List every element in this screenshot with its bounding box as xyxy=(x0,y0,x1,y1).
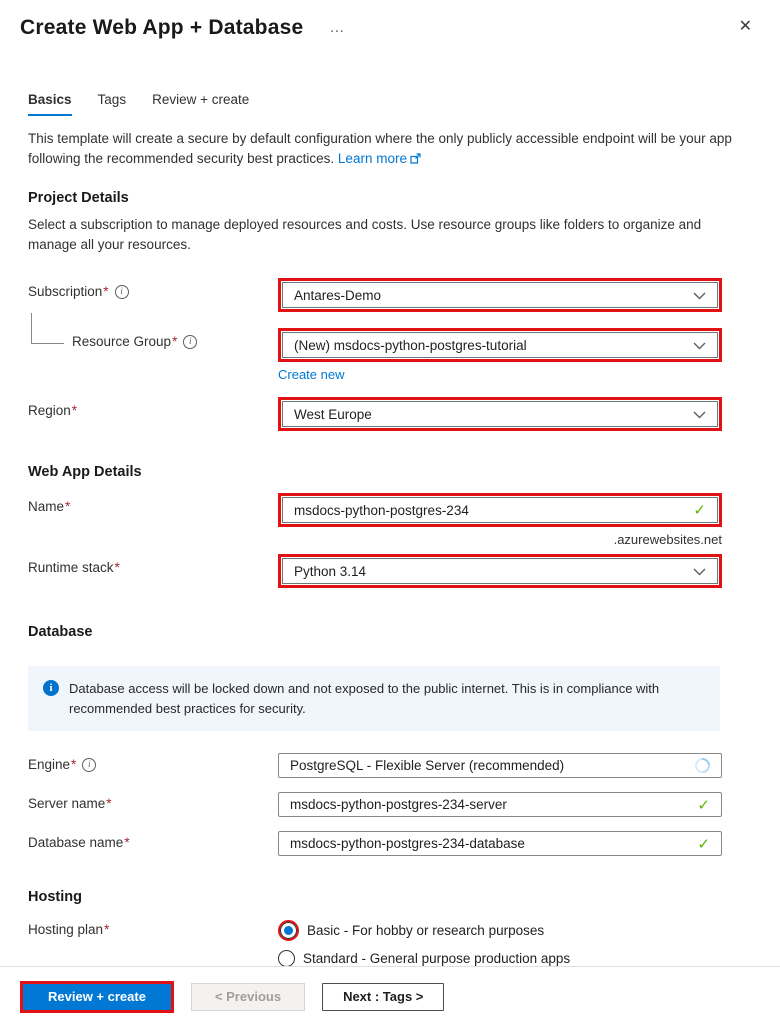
section-heading-hosting: Hosting xyxy=(28,889,82,906)
info-icon[interactable]: i xyxy=(115,285,129,299)
hosting-plan-basic-label: Basic - For hobby or research purposes xyxy=(307,923,545,939)
hosting-plan-row xyxy=(28,916,752,967)
tab-review-create[interactable]: Review + create xyxy=(152,92,250,107)
chevron-down-icon xyxy=(693,407,706,422)
runtime-stack-dropdown[interactable] xyxy=(282,558,718,584)
intro-text-block xyxy=(28,129,750,169)
info-icon[interactable]: i xyxy=(183,335,197,349)
more-options-icon[interactable]: … xyxy=(329,19,346,36)
required-marker: * xyxy=(106,796,112,812)
required-marker: * xyxy=(104,922,110,938)
region-label: Region* xyxy=(28,403,78,419)
subscription-value: Antares-Demo xyxy=(294,287,382,303)
tab-bar xyxy=(28,92,780,116)
info-icon[interactable]: i xyxy=(82,758,96,772)
subscription-row xyxy=(28,278,752,312)
valid-check-icon: ✓ xyxy=(697,796,710,814)
server-name-input[interactable] xyxy=(278,792,722,817)
loading-spinner-icon xyxy=(692,755,713,776)
runtime-stack-value: Python 3.14 xyxy=(294,563,367,579)
previous-button[interactable]: < Previous xyxy=(191,983,305,1011)
info-banner xyxy=(28,666,720,731)
tab-basics[interactable]: Basics xyxy=(28,92,72,116)
page-title: Create Web App + Database xyxy=(20,16,304,39)
close-icon[interactable]: ✕ xyxy=(738,18,752,35)
resource-group-label: Resource Group* i xyxy=(28,328,278,349)
database-name-value: msdocs-python-postgres-234-database xyxy=(290,836,525,852)
subscription-dropdown[interactable] xyxy=(282,282,718,308)
annotation-box xyxy=(278,554,722,588)
region-value: West Europe xyxy=(294,406,372,422)
resource-group-row xyxy=(28,328,752,382)
domain-suffix: .azurewebsites.net xyxy=(613,532,722,548)
resource-group-value: (New) msdocs-python-postgres-tutorial xyxy=(294,337,527,353)
required-marker: * xyxy=(124,835,130,851)
project-details-description: Select a subscription to manage deployed resources and costs. Use resource groups like folders to organize and manage all your resources. xyxy=(28,217,702,252)
runtime-stack-row xyxy=(28,554,752,588)
section-heading-database: Database xyxy=(28,624,93,641)
region-row xyxy=(28,397,752,431)
section-heading-webapp-details: Web App Details xyxy=(28,464,142,481)
required-marker: * xyxy=(114,560,120,576)
database-name-label: Database name* xyxy=(28,835,130,851)
intro-text: This template will create a secure by default configuration where the only publicly accessible endpoint will be your app following the recommended security best practices. xyxy=(28,131,732,166)
name-input[interactable] xyxy=(282,497,718,523)
hosting-plan-label: Hosting plan* xyxy=(28,922,110,938)
next-tags-button[interactable]: Next : Tags > xyxy=(322,983,444,1011)
section-heading-project-details: Project Details xyxy=(28,190,129,207)
annotation-box xyxy=(278,493,722,527)
annotation-box xyxy=(278,278,722,312)
hosting-plan-option-basic[interactable] xyxy=(278,920,570,941)
radio-selected-icon[interactable] xyxy=(280,922,297,939)
pane-header xyxy=(0,0,780,40)
learn-more-link[interactable]: Learn more xyxy=(338,151,421,166)
server-name-value: msdocs-python-postgres-234-server xyxy=(290,797,507,813)
required-marker: * xyxy=(172,334,178,350)
footer-action-bar xyxy=(0,966,780,1032)
hosting-plan-standard-label: Standard - General purpose production apps xyxy=(303,951,571,967)
radio-unselected-icon[interactable] xyxy=(278,950,295,967)
annotation-circle xyxy=(278,920,299,941)
external-link-icon xyxy=(410,150,421,170)
info-banner-text: Database access will be locked down and not exposed to the public internet. This is in compliance with recommended best practices for security. xyxy=(69,681,660,716)
required-marker: * xyxy=(65,499,71,515)
chevron-down-icon xyxy=(693,564,706,579)
engine-label: Engine* i xyxy=(28,753,278,772)
annotation-box xyxy=(20,981,174,1013)
review-create-button[interactable]: Review + create xyxy=(23,984,171,1010)
hierarchy-connector-line xyxy=(31,313,64,344)
subscription-label: Subscription* i xyxy=(28,278,278,299)
info-filled-icon: i xyxy=(43,680,59,696)
name-value: msdocs-python-postgres-234 xyxy=(294,502,469,518)
database-name-input[interactable] xyxy=(278,831,722,856)
server-name-label: Server name* xyxy=(28,796,112,812)
required-marker: * xyxy=(71,757,77,773)
chevron-down-icon xyxy=(693,338,706,353)
annotation-box xyxy=(278,397,722,431)
required-marker: * xyxy=(71,403,78,419)
valid-check-icon: ✓ xyxy=(697,835,710,853)
engine-row xyxy=(28,753,752,778)
server-name-row xyxy=(28,792,752,817)
engine-value: PostgreSQL - Flexible Server (recommended) xyxy=(290,758,565,774)
valid-check-icon: ✓ xyxy=(693,502,706,520)
name-label: Name* xyxy=(28,499,71,515)
annotation-box xyxy=(278,328,722,362)
hosting-plan-option-standard[interactable] xyxy=(278,950,570,967)
tab-tags[interactable]: Tags xyxy=(97,92,127,107)
database-name-row xyxy=(28,831,752,856)
engine-dropdown[interactable] xyxy=(278,753,722,778)
chevron-down-icon xyxy=(693,288,706,303)
runtime-stack-label: Runtime stack* xyxy=(28,560,120,576)
required-marker: * xyxy=(103,284,109,300)
create-new-link[interactable]: Create new xyxy=(278,367,345,383)
region-dropdown[interactable] xyxy=(282,401,718,427)
resource-group-dropdown[interactable] xyxy=(282,332,718,358)
name-row xyxy=(28,493,752,547)
